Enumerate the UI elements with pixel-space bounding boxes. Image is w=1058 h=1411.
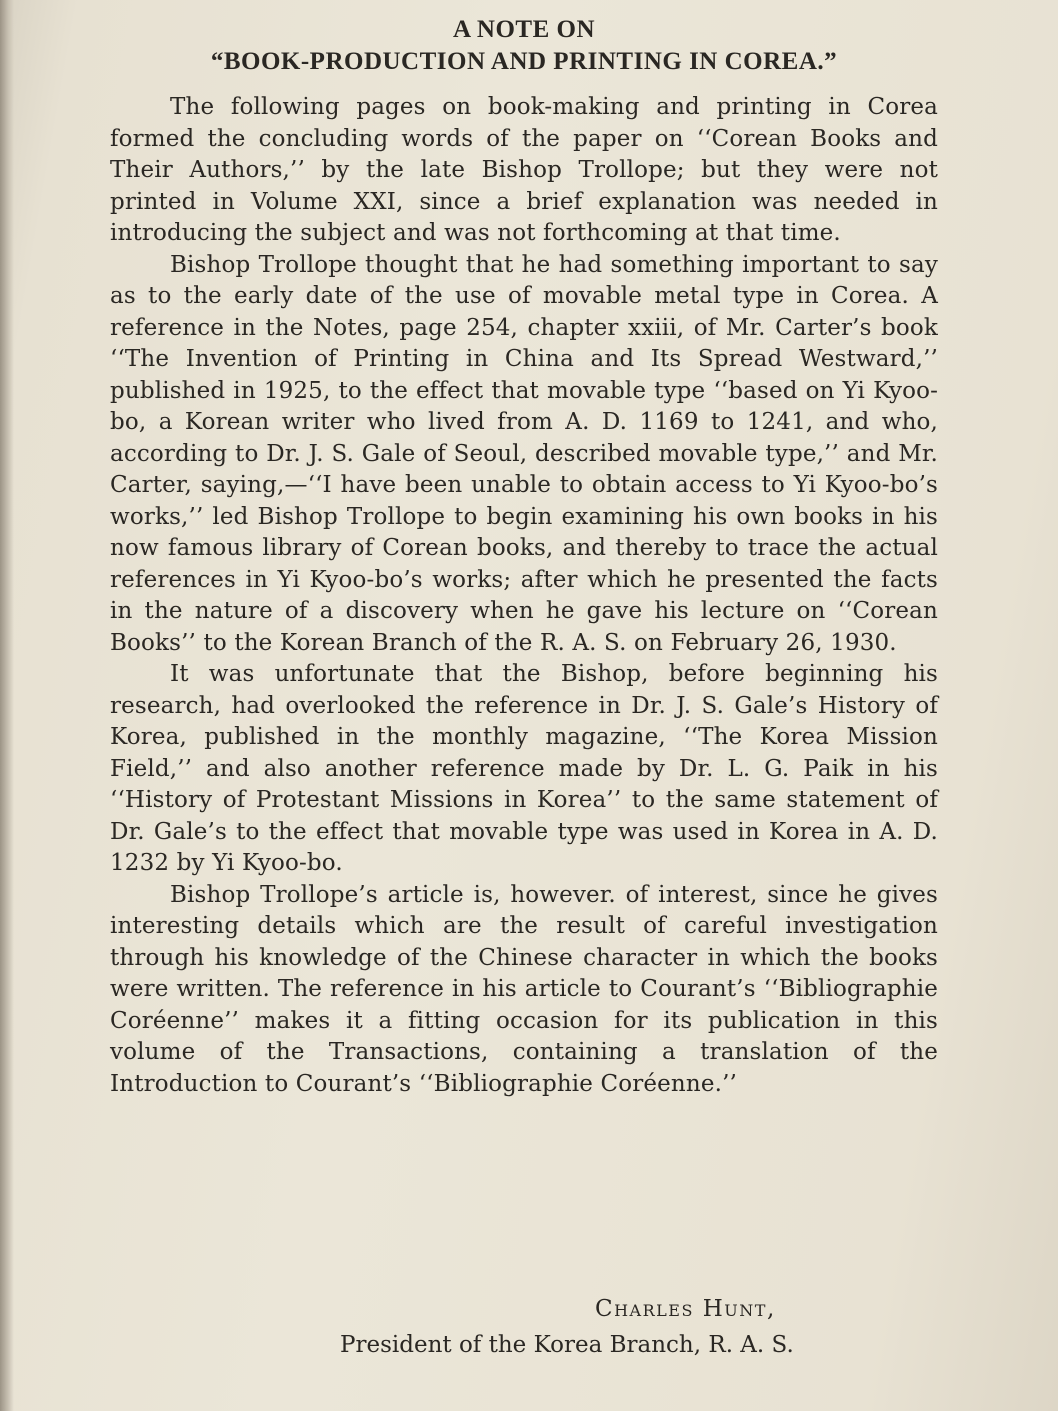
paragraph-4: Bishop Trollope’s article is, however. of interest, since he gives interesting details which are the result of careful investigation through his knowledge of the Chinese character in which the books were written. The reference in his article to Courant’s ‘‘Bibliographie Coréenne’’ makes it a fitting occasion for its publication in this volume of the Transactions, containing a translation of the Introduction to Courant’s ‘‘Bibliographie Coréenne.’’ <box>110 881 938 1097</box>
signature-name: Charles Hunt, <box>595 1296 776 1322</box>
page-text <box>110 14 938 1100</box>
paragraph-1: The following pages on book-making and printing in Corea formed the concluding words of the paper on ‘‘Corean Books and Their Authors,’’ by the late Bishop Trollope; but they were not printed in Volume XXI, since a brief explanation was needed in introducing the subject and was not forthcoming at that time. <box>110 94 938 246</box>
heading-line-2: “BOOK-PRODUCTION AND PRINTING IN COREA.” <box>210 48 838 75</box>
paragraph-3: It was unfortunate that the Bishop, before beginning his research, had overlooked the reference in Dr. J. S. Gale’s History of Korea, published in the monthly magazine, ‘‘The Korea Mission Field,’’ and also another reference made by Dr. L. G. Paik in his ‘‘History of Protestant Missions in Korea’’ to the same statement of Dr. Gale’s to the effect that movable type was used in Korea in A. D. 1232 by Yi Kyoo-bo. <box>110 661 938 876</box>
heading-line-1: A NOTE ON <box>452 16 596 43</box>
page-gutter-shadow <box>0 0 14 1411</box>
signature-title: President of the Korea Branch, R. A. S. <box>340 1332 794 1358</box>
paragraph-2: Bishop Trollope thought that he had something important to say as to the early date of the use of movable metal type in Corea. A reference in the Notes, page 254, chapter xxiii, of Mr. Carter’s book ‘‘The Invention of Printing in China and Its Spread Westward,’’ published in 1925, to the effect that movable type ‘‘based on Yi Kyoo-bo, a Korean writer who lived from A. D. 1169 to 1241, and who, according to Dr. J. S. Gale of Seoul, described movable type,’’ and Mr. Carter, saying,—‘‘I have been unable to obtain access to Yi Kyoo-bo’s works,’’ led Bishop Trollope to begin examining his own books in his now famous library of Corean books, and thereby to trace the actual references in Yi Kyoo-bo’s works; after which he presented the facts in the nature of a discovery when he gave his lecture on ‘‘Corean Books’’ to the Korean Branch of the R. A. S. on February 26, 1930. <box>110 251 938 656</box>
